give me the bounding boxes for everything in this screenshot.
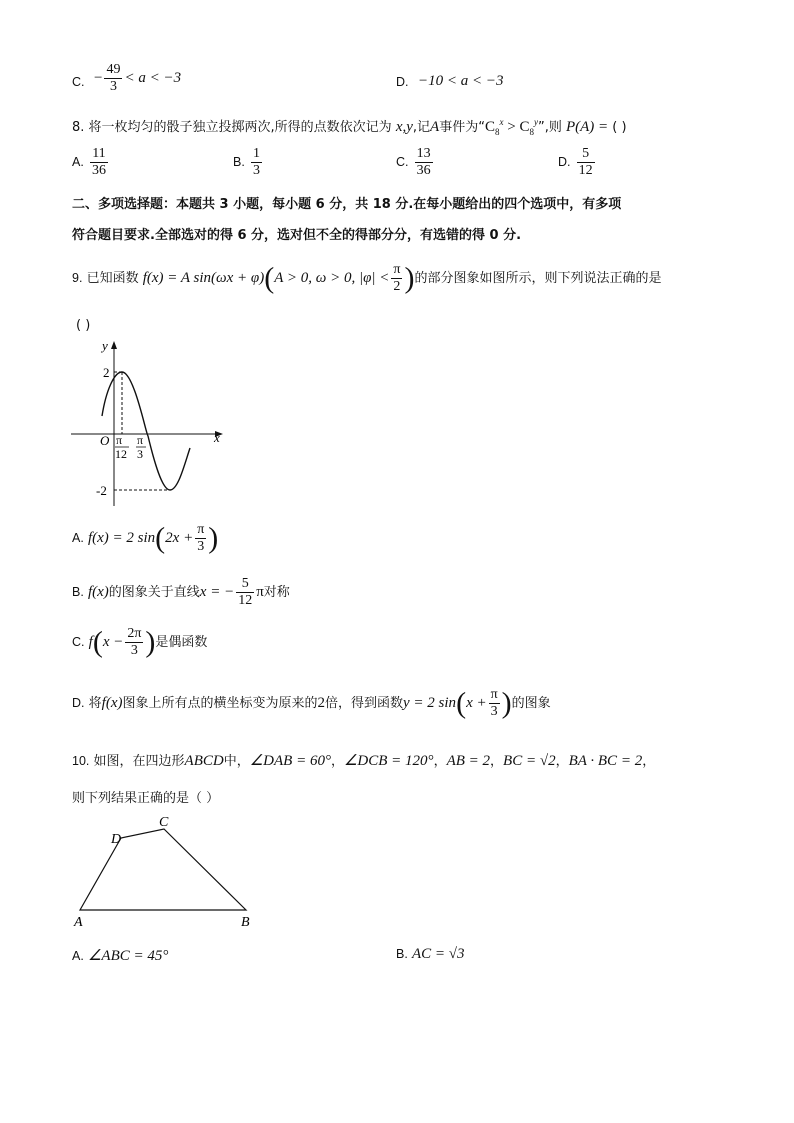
q8-option-c-label: C. <box>396 155 409 170</box>
q8-option-a-label: A. <box>72 155 84 170</box>
q9-option-d-text1: 将 <box>88 696 102 712</box>
q8-comb-inequality: $C_8^x > C_8^y$ <box>484 117 538 137</box>
graph-tick2-num: π <box>137 433 144 447</box>
q9-c-num: 2π <box>125 626 143 643</box>
q7-c-denominator: 3 <box>109 79 117 95</box>
q9-option-c-label: C. <box>72 635 85 650</box>
q8-option-c <box>396 146 435 179</box>
quadrilateral-abcd <box>80 829 246 910</box>
q10-number: 10. <box>72 754 90 768</box>
q9-option-d-fraction <box>489 687 500 720</box>
q10-condition-ab: AB = 2 <box>446 753 491 769</box>
q8-comb-1-sub: 8 <box>494 127 500 137</box>
q8-a-num: 11 <box>90 146 108 163</box>
q8-comb-2-sup: y <box>533 117 538 127</box>
q10-stem-a: 如图，在四边形 <box>93 754 185 769</box>
q7-option-c-expression <box>94 62 181 95</box>
q9-option-d-inner: x + <box>466 695 487 712</box>
q8-comb-2: C <box>519 119 530 135</box>
q8-event: A <box>430 119 440 135</box>
q8-c-num: 13 <box>415 146 433 163</box>
q9-stem <box>72 262 661 295</box>
graph-tick1-num: π <box>116 433 123 447</box>
q9-d-open-paren: ( <box>456 686 467 720</box>
q10-condition-angle-dcb: ∠DCB = 120° <box>343 753 434 769</box>
q9-c-close-paren: ) <box>145 625 156 659</box>
q9-close-paren: ) <box>404 261 415 295</box>
q10-condition-bc: BC = √2 <box>503 753 556 769</box>
q7-c-numerator: 49 <box>104 62 122 79</box>
graph-tick1-den: 12 <box>115 447 127 461</box>
q10-stem: 10. 如图，在四边形ABCD中，∠DAB = 60°，∠DCB = 120°，AB = 2，BC = √2，BA · BC = 2， <box>72 753 656 769</box>
q9-d-close-paren: ) <box>501 686 512 720</box>
q9-option-d-fx: f(x) <box>101 695 123 712</box>
q9-option-d-factor: 2 <box>317 695 325 712</box>
q9-a-den: 3 <box>197 539 205 555</box>
q8-option-a-fraction <box>90 146 108 179</box>
q10-option-a-text: ∠ABC = 45° <box>87 948 169 964</box>
q10-condition-angle-dab: ∠DAB = 60° <box>249 753 331 769</box>
q8-d-num: 5 <box>577 146 595 163</box>
q8-comb-2-sub: 8 <box>529 127 534 137</box>
graph-y-label: y <box>102 338 108 353</box>
q9-option-c-text: 是偶函数 <box>155 635 208 651</box>
q7-option-c-label: C. <box>72 75 85 89</box>
q9-function: f(x) = A sin(ωx + φ) <box>142 270 265 287</box>
graph-tick2-den: 3 <box>137 447 143 461</box>
q9-option-a-lhs: f(x) = 2 sin <box>87 530 156 547</box>
q9-option-c-lhs: f <box>88 634 93 651</box>
q8-comb-1: C <box>484 119 495 135</box>
q9-option-b-pi: π <box>256 584 264 601</box>
q8-option-c-fraction <box>415 146 433 179</box>
q8-option-d <box>558 146 597 179</box>
q9-option-a <box>72 522 218 555</box>
q9-option-a-fraction <box>195 522 206 555</box>
graph-origin-label: O <box>100 433 110 448</box>
section2-heading-line2: 符合题目要求.全部选对的得 6 分，选对但不全的得部分分，有选错的得 0 分. <box>72 228 522 243</box>
q10-quadrilateral-figure <box>66 812 266 932</box>
q9-d-den: 3 <box>490 704 498 720</box>
q9-option-d-label: D. <box>72 696 85 711</box>
q8-stem-vars: x,y <box>395 119 413 135</box>
q9-option-d-text3: 倍，得到函数 <box>325 696 404 712</box>
q8-stem <box>72 116 627 137</box>
q9-b-den: 12 <box>238 593 253 609</box>
q7-option-d-expression: −10 < a < −3 <box>418 73 504 89</box>
graph-y-max-label: 2 <box>103 365 110 380</box>
q9-cond-fraction <box>391 262 402 295</box>
q7-c-fraction <box>104 62 122 95</box>
q8-probability: P(A) = <box>565 119 609 135</box>
q8-stem-mid2: 事件为“ <box>439 120 485 135</box>
q8-stem-mid: ,记 <box>412 120 431 135</box>
q10-option-b <box>396 946 464 963</box>
q9-option-b-text2: 对称 <box>263 585 290 601</box>
q9-a-open-paren: ( <box>155 521 166 555</box>
vertex-a-label: A <box>74 915 83 930</box>
q9-cond-num: π <box>391 262 402 279</box>
q7-c-minus: − <box>94 70 103 87</box>
q9-c-open-paren: ( <box>92 625 103 659</box>
section2-heading-line1: 二、多项选择题：本题共 3 小题，每小题 6 分，共 18 分.在每小题给出的四个选项中，有多项 <box>72 197 622 212</box>
q8-option-b-label: B. <box>233 155 245 170</box>
q8-option-d-fraction <box>577 146 595 179</box>
q9-cond-den: 2 <box>393 279 401 295</box>
q10-condition-dot-product: BA · BC = 2 <box>568 753 643 769</box>
q9-option-b-eq: x = − <box>199 584 235 601</box>
q8-options <box>72 146 712 186</box>
q9-option-d-text4: 的图象 <box>511 696 551 712</box>
q9-sine-graph <box>66 336 236 511</box>
graph-y-min-label: -2 <box>96 483 107 498</box>
q8-d-den: 12 <box>578 163 593 179</box>
q8-comb-1-sup: x <box>499 117 504 127</box>
q10-option-a-label: A. <box>72 949 84 963</box>
q9-option-b <box>72 576 290 609</box>
q8-c-den: 36 <box>416 163 431 179</box>
graph-y-arrow-icon <box>111 341 117 349</box>
q8-b-den: 3 <box>252 163 260 179</box>
q10-quadrilateral: ABCD <box>184 753 224 769</box>
vertex-c-label: C <box>159 815 169 830</box>
q9-number: 9. <box>72 271 83 286</box>
q9-option-b-label: B. <box>72 585 84 600</box>
q9-stem-b: 的部分图象如图所示，则下列说法正确的是 <box>414 271 662 287</box>
q9-option-b-lhs: f(x) <box>87 584 109 601</box>
q9-answer-paren: ( ) <box>76 318 91 333</box>
q9-b-num: 5 <box>236 576 254 593</box>
q9-open-paren: ( <box>264 261 275 295</box>
q8-option-d-label: D. <box>558 155 571 170</box>
q8-a-den: 36 <box>91 163 106 179</box>
q9-option-c-fraction <box>125 626 143 659</box>
q9-option-d <box>72 687 551 720</box>
q9-option-a-label: A. <box>72 531 84 546</box>
q8-b-num: 1 <box>251 146 262 163</box>
graph-sine-curve <box>102 372 190 490</box>
q9-option-c-inner: x − <box>102 634 124 651</box>
q9-a-close-paren: ) <box>208 521 219 555</box>
q8-stem-end: ”,则 <box>537 120 562 135</box>
q9-option-a-inner: 2x + <box>165 530 194 547</box>
q8-answer-paren: ( ) <box>612 120 627 135</box>
q9-a-num: π <box>195 522 206 539</box>
q8-option-a <box>72 146 110 179</box>
q9-condition: A > 0, ω > 0, |φ| < <box>274 270 390 287</box>
q10-option-b-label: B. <box>396 947 408 961</box>
q7-c-rest: < a < −3 <box>124 70 182 87</box>
q9-stem-a: 已知函数 <box>86 271 139 287</box>
q9-option-b-text1: 的图象关于直线 <box>108 585 200 601</box>
q8-option-b-fraction <box>251 146 262 179</box>
q10-option-a <box>72 946 168 965</box>
graph-x-label: x <box>214 430 220 445</box>
q9-option-b-fraction <box>236 576 254 609</box>
q10-option-b-text: AC = √3 <box>411 946 465 962</box>
q7-option-d-label: D. <box>396 75 409 89</box>
q9-option-d-text2: 图象上所有点的横坐标变为原来的 <box>122 696 318 712</box>
q9-d-num: π <box>489 687 500 704</box>
q8-stem-prefix: 8. 将一枚均匀的骰子独立投掷两次,所得的点数依次记为 <box>72 120 392 135</box>
q10-stem-b: 中， <box>223 754 250 769</box>
vertex-d-label: D <box>111 832 122 847</box>
q9-c-den: 3 <box>130 643 138 659</box>
q10-stem-line2: 则下列结果正确的是（ ） <box>72 791 220 806</box>
q9-option-d-eq: y = 2 sin <box>403 695 457 712</box>
vertex-b-label: B <box>241 915 250 930</box>
q8-option-b <box>233 146 264 179</box>
q9-option-c <box>72 626 207 659</box>
